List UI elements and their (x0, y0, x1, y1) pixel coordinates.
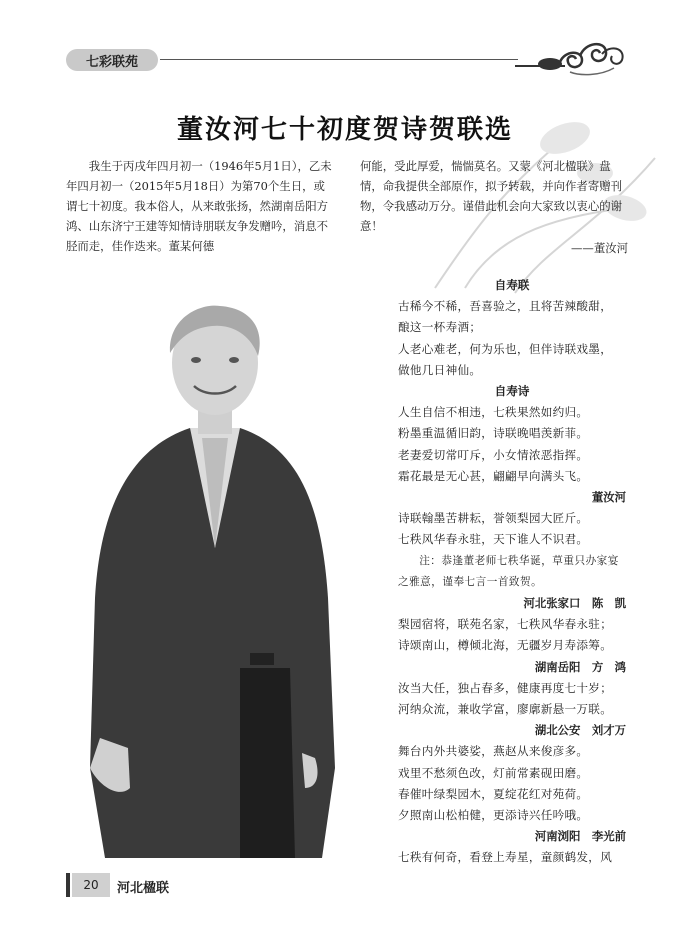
poem-line: 河纳众流，兼收学富，廖廓新悬一万联。 (398, 702, 613, 717)
poem-line: 霜花最是无心甚，翩翩早向满头飞。 (398, 468, 589, 483)
intro-paragraph-continued: 何能，受此厚爱，惴惴莫名。又蒙《河北楹联》盘情，命我提供全部原作，拟予转载，并向作者寄赠刊物，令我感动万分。谨借此机会向大家致以衷心的谢意！ (360, 159, 622, 233)
poem-author: 河北张家口 陈 凯 (523, 596, 626, 611)
poem-title: 自寿联 (494, 278, 530, 292)
poem-author: 董汝河 (591, 490, 626, 505)
poem-line: 七秩有何奇，看登上寿星，童颜鹤发，风 (398, 850, 613, 865)
intro-left-column (66, 156, 336, 256)
poem-line: 诗联翰墨苦耕耘，誉领梨园大匠斤。 (398, 511, 589, 526)
poem-line: 舞台内外共婆娑，燕赵从来俊彦多。 (398, 744, 589, 759)
poem-line: 梨园宿将，联苑名家，七秩风华春永驻； (398, 617, 613, 632)
page-number-box (72, 873, 110, 897)
section-label: 七彩联苑 (85, 54, 138, 70)
poem-note: 注：恭逢董老师七秩华诞，草重只办家宴之雅意，谨奉七言一首致贺。 (398, 554, 619, 588)
poem-title: 自寿诗 (494, 384, 530, 399)
poem-line: 古稀今不稀，吾喜验之，且将苦辣酸甜， (398, 299, 613, 314)
journal-name: 河北楹联 (117, 881, 170, 896)
poem-author: 河南浏阳 李光前 (534, 829, 626, 844)
poem-line: 老妻爱切常叮斥，小女情浓恶指挥。 (398, 447, 589, 462)
portrait-photo (90, 298, 335, 858)
poem-line: 诗颂南山，樽倾北海，无疆岁月寿添筹。 (398, 638, 613, 653)
poem-line: 人生自信不相违，七秩果然如约归。 (398, 405, 589, 420)
section-tab (66, 49, 158, 71)
intro-signature: ——董汝河 (571, 241, 628, 255)
poem-line: 粉墨重温循旧韵，诗联晚唱羡新菲。 (398, 426, 589, 441)
intro-right-column (360, 156, 628, 258)
footer-bar (66, 873, 70, 897)
poem-line: 人老心难老，何为乐也，但伴诗联戏墨， (398, 341, 613, 356)
intro-paragraph: 我生于丙戌年四月初一（1946年5月1日），乙未年四月初一（2015年5月18日）为第70个生日，或谓七十初度。我本俗人，从来敢张扬，然湖南岳阳方鸿、山东济宁王建等知情诗朋联友争发赠吟，消息不胫而走，佳作迭来。董某何德 (66, 159, 332, 253)
poem-line: 戏里不愁须色改，灯前常素砚田磨。 (398, 765, 589, 780)
page-title: 董汝河七十初度贺诗贺联选 (176, 115, 513, 145)
cloud-ornament-icon (510, 32, 630, 80)
poem-line: 春催叶绿梨园木，夏绽花红对苑荷。 (398, 786, 589, 801)
page-number: 20 (83, 878, 99, 892)
header-rule (160, 59, 518, 60)
poem-line: 做他几日神仙。 (398, 362, 482, 377)
poem-line: 汝当大任，独占春多，健康再度七十岁； (398, 680, 613, 695)
poem-line: 酿这一杯寿酒； (398, 320, 482, 335)
poem-line: 七秩风华春永驻，天下谁人不识君。 (398, 532, 589, 547)
poem-author: 湖北公安 刘才万 (534, 723, 626, 738)
poem-column (398, 275, 626, 869)
poem-line: 夕照南山松柏健，更添诗兴任吟哦。 (398, 808, 589, 823)
poem-author: 湖南岳阳 方 鸿 (534, 659, 626, 674)
